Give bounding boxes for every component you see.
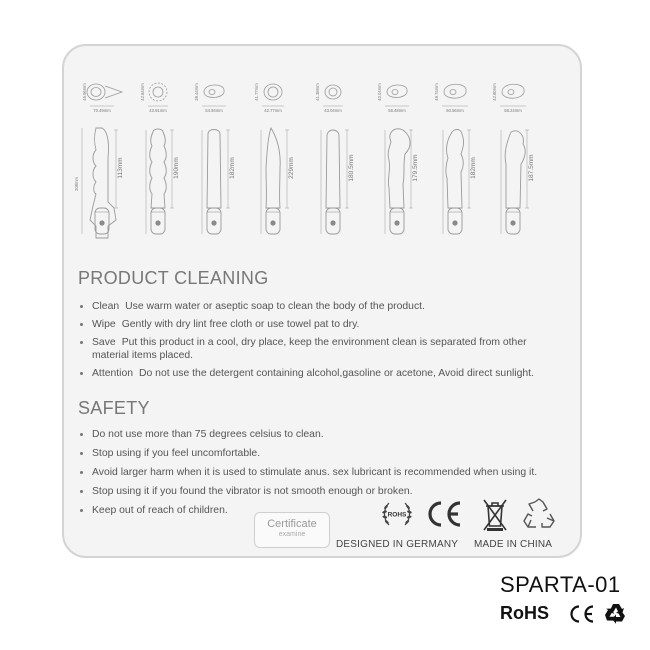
top-view-shape <box>209 90 215 95</box>
power-button <box>510 220 515 225</box>
side-view-outline <box>505 131 525 208</box>
rohs-label: RoHS <box>500 603 549 623</box>
top-view-shape <box>268 87 278 97</box>
top-view-shape <box>325 85 341 99</box>
cleaning-term: Save <box>92 337 116 348</box>
length-label: 182mm <box>470 157 477 179</box>
height-dimension-label: 42.84mm <box>140 83 145 101</box>
width-dimension-label: 54.94mm <box>205 108 223 113</box>
product-diagram <box>377 83 419 234</box>
top-view-shape <box>87 84 105 100</box>
side-view-outline <box>326 130 340 208</box>
height-dimension-label: 41.38mm <box>315 83 320 101</box>
cleaning-text: Put this product in a cool, dry place, keep the environment clean is separated from other material items placed. <box>92 337 527 361</box>
width-dimension-label: 43.91mm <box>149 108 167 113</box>
cleaning-item <box>78 318 568 331</box>
length-label: 190mm <box>173 157 180 179</box>
safety-item: Stop using if you feel uncomfortable. <box>78 447 578 460</box>
height-dimension-label: 39.44mm <box>194 83 199 101</box>
power-button <box>211 220 216 225</box>
cleaning-item <box>78 300 568 313</box>
top-view-shape <box>105 86 122 98</box>
side-view-outline <box>207 130 221 209</box>
cleaning-item <box>78 367 568 380</box>
top-view-shape <box>153 87 163 97</box>
safety-heading: SAFETY <box>78 398 150 418</box>
made-in-caption: MADE IN CHINA <box>474 539 553 550</box>
product-diagram <box>254 83 295 234</box>
length-label: 182mm <box>229 157 236 179</box>
product-diagram <box>434 83 477 234</box>
certificate-stamp <box>254 512 330 548</box>
side-view-outline <box>446 130 464 209</box>
model-name: SPARTA-01 <box>500 572 621 597</box>
safety-item: Avoid larger harm when it is used to stimulate anus. sex lubricant is recommended when using it. <box>78 466 578 479</box>
height-dimension-label: 40.04mm <box>377 83 382 101</box>
side-view-outline <box>388 129 410 208</box>
height-dimension-label: 49.74mm <box>434 83 439 101</box>
designed-in-caption: DESIGNED IN GERMANY <box>336 539 459 550</box>
power-button <box>155 220 160 225</box>
top-view-shape <box>149 83 167 101</box>
cleaning-list <box>78 300 568 380</box>
cleaning-text: Use warm water or aseptic soap to clean the body of the product. <box>125 301 425 312</box>
top-view-shape <box>502 84 524 98</box>
top-view-shape <box>444 84 466 98</box>
width-dimension-label: 58.24mm <box>504 108 522 113</box>
cleaning-term: Wipe <box>92 319 116 330</box>
top-view-shape <box>450 90 456 95</box>
top-view-shape <box>392 90 398 95</box>
width-dimension-label: 60.56mm <box>446 108 464 113</box>
power-button <box>99 220 104 225</box>
rohs-small-text: ROHS <box>387 511 407 519</box>
product-diagram <box>315 83 355 234</box>
safety-item: Do not use more than 75 degrees celsius to clean. <box>78 428 578 441</box>
top-view-shape <box>508 90 514 95</box>
recycle-small-icon <box>604 602 628 624</box>
height-dimension-label: 42.80mm <box>492 83 497 101</box>
product-diagram <box>74 83 124 238</box>
top-view-shape <box>329 88 337 96</box>
width-dimension-label: 70.49mm <box>93 108 111 113</box>
power-button <box>330 220 335 225</box>
height-dimension-label: 45.96mm <box>82 83 87 101</box>
cleaning-item <box>78 336 562 362</box>
cleaning-text: Do not use the detergent containing alcohol,gasoline or acetone, Avoid direct sunlight. <box>139 368 534 379</box>
ce-mark-small-icon <box>568 604 596 624</box>
top-view-shape <box>264 84 282 100</box>
top-view-shape <box>91 88 101 97</box>
ce-mark-icon <box>424 499 464 529</box>
safety-item: Stop using it if you found the vibrator is not smooth enough or broken. <box>78 485 578 498</box>
length-label: 229mm <box>288 157 295 179</box>
product-diagram <box>492 83 535 234</box>
cleaning-text: Gently with dry lint free cloth or use towel pat to dry. <box>121 319 360 330</box>
certificate-title: Certificate <box>267 518 317 530</box>
length-label: 180.5mm <box>348 154 355 182</box>
product-diagram <box>140 83 180 234</box>
length-label: 187.5mm <box>528 154 535 182</box>
side-view-outline <box>150 129 167 208</box>
height-dimension-label: 41.77mm <box>254 83 259 101</box>
cleaning-term: Clean <box>92 301 120 312</box>
length-label: 179.5mm <box>412 154 419 182</box>
length-label: 113mm <box>117 157 124 179</box>
safety-item: Keep out of reach of children. <box>78 504 578 517</box>
cleaning-heading: PRODUCT CLEANING <box>78 268 269 288</box>
side-view-outline <box>266 128 280 208</box>
cleaning-term: Attention <box>92 368 134 379</box>
top-view-shape <box>387 85 407 97</box>
total-length-label: 208mm <box>74 177 79 191</box>
top-view-shape <box>204 85 224 97</box>
recycle-icon <box>520 497 558 531</box>
weee-bin-icon <box>480 496 510 532</box>
certificate-subtitle: examine <box>278 531 306 538</box>
product-diagram <box>194 83 236 234</box>
rohs-laurel-icon <box>380 497 414 531</box>
width-dimension-label: 43.04mm <box>324 108 342 113</box>
width-dimension-label: 42.77mm <box>264 108 282 113</box>
power-button <box>394 220 399 225</box>
power-button <box>452 220 457 225</box>
power-button <box>270 220 275 225</box>
width-dimension-label: 56.48mm <box>388 108 406 113</box>
